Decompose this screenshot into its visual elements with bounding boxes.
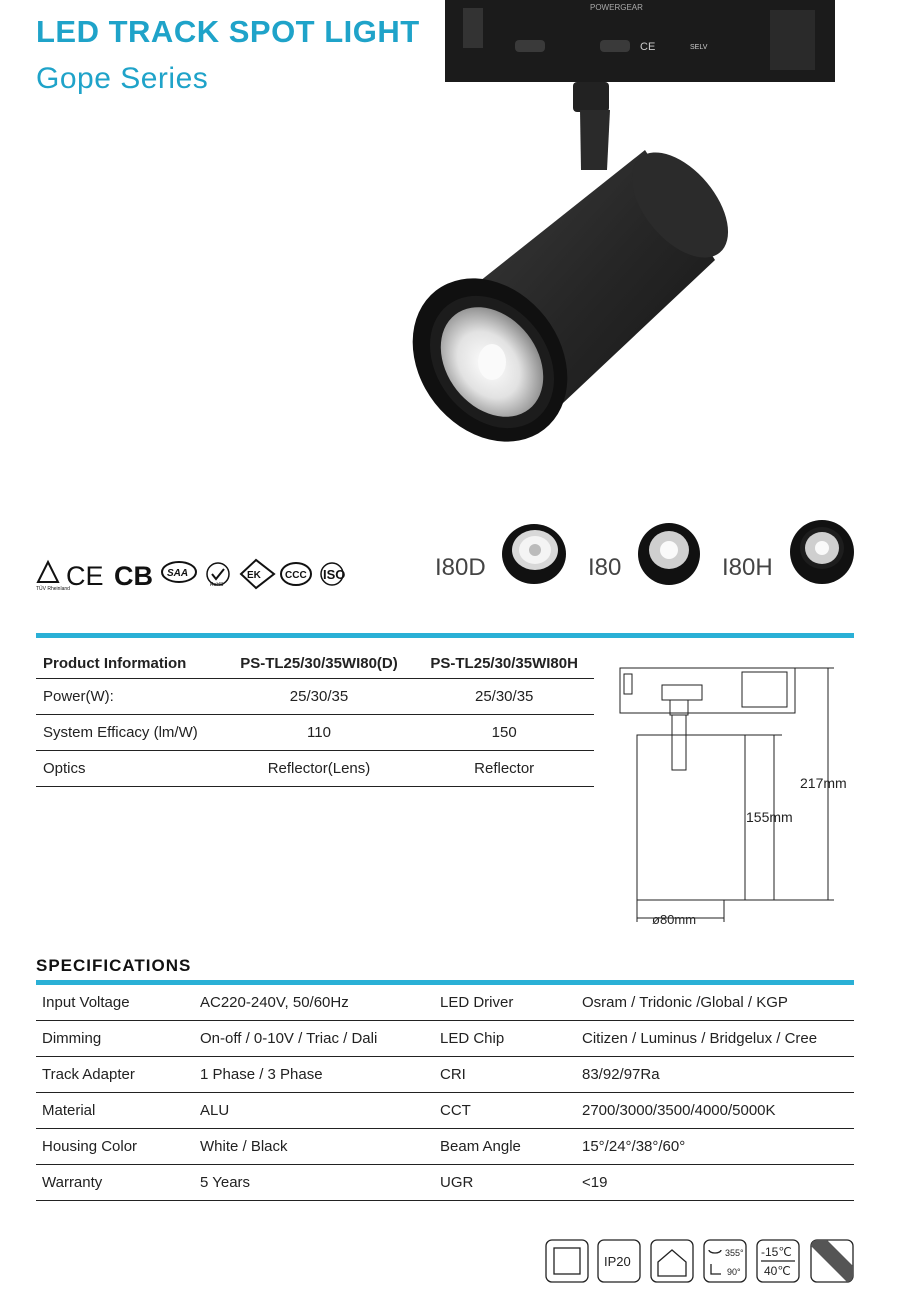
iso-logo: ISO (323, 567, 346, 582)
cell-value: Reflector (414, 751, 594, 787)
ccc-logo: CCC (285, 570, 307, 581)
table-row (36, 1129, 854, 1165)
spec-key: Input Voltage (36, 985, 194, 1021)
optic-label-i80d: I80D (435, 554, 486, 581)
page-title: LED TRACK SPOT LIGHT (36, 14, 420, 49)
product-info-table (36, 648, 594, 787)
cell-value: 25/30/35 (224, 679, 415, 715)
rotation-horizontal: 355° (725, 1248, 744, 1258)
product-info-header: Product Information (36, 648, 224, 679)
spec-value: Citizen / Luminus / Bridgelux / Cree (576, 1021, 854, 1057)
ip-rating: IP20 (604, 1254, 631, 1269)
cb-logo: CB (114, 561, 153, 591)
saa-logo: SAA (167, 568, 189, 579)
row-label: System Efficacy (lm/W) (36, 715, 224, 751)
spec-key: LED Chip (434, 1021, 576, 1057)
spec-value: ALU (194, 1093, 434, 1129)
anti-glare-label: Anti glare (815, 1274, 837, 1280)
specifications-table (36, 985, 854, 1201)
page-subtitle: Gope Series (36, 62, 209, 95)
spec-value: 15°/24°/38°/60° (576, 1129, 854, 1165)
model-a-header: PS-TL25/30/35WI80(D) (224, 648, 415, 679)
total-height-label: 217mm (800, 775, 847, 791)
ce-mark: CE (640, 41, 656, 53)
spec-key: Material (36, 1093, 194, 1129)
diameter-label: ø80mm (652, 912, 697, 927)
optic-i80d-image (500, 520, 568, 588)
dimension-drawing (612, 660, 862, 930)
table-row (36, 1021, 854, 1057)
ek-logo: EK (247, 570, 261, 581)
spec-value: 5 Years (194, 1165, 434, 1201)
table-row (36, 679, 594, 715)
adapter-label: POWERGEAR (590, 3, 643, 12)
cell-value: Reflector(Lens) (224, 751, 415, 787)
recessed-icon (546, 1240, 588, 1282)
table-row (36, 1165, 854, 1201)
table-row (36, 715, 594, 751)
table-row (36, 1057, 854, 1093)
rotation-vertical: 90° (727, 1267, 741, 1277)
spec-value: AC220-240V, 50/60Hz (194, 985, 434, 1021)
table-row (36, 985, 854, 1021)
model-b-header: PS-TL25/30/35WI80H (414, 648, 594, 679)
optic-i80-image (636, 520, 702, 588)
rohs-label: RoHS (210, 582, 224, 588)
spec-value: Osram / Tridonic /Global / KGP (576, 985, 854, 1021)
spec-value: White / Black (194, 1129, 434, 1165)
temperature-low: -15℃ (761, 1245, 792, 1259)
optic-label-i80: I80 (588, 554, 622, 581)
spec-value: <19 (576, 1165, 854, 1201)
spec-key: Beam Angle (434, 1129, 576, 1165)
spec-key: Housing Color (36, 1129, 194, 1165)
spec-value: 83/92/97Ra (576, 1057, 854, 1093)
ce-logo: CE (66, 561, 104, 591)
temperature-high: 40℃ (764, 1264, 791, 1278)
spec-key: CRI (434, 1057, 576, 1093)
spec-key: Dimming (36, 1021, 194, 1057)
cell-value: 150 (414, 715, 594, 751)
row-label: Optics (36, 751, 224, 787)
spec-key: Track Adapter (36, 1057, 194, 1093)
optic-label-i80h: I80H (722, 554, 773, 581)
spec-key: LED Driver (434, 985, 576, 1021)
cell-value: 25/30/35 (414, 679, 594, 715)
spec-value: On-off / 0-10V / Triac / Dali (194, 1021, 434, 1057)
spec-value: 1 Phase / 3 Phase (194, 1057, 434, 1093)
feature-icons (545, 1238, 857, 1284)
product-info-header-row (36, 648, 594, 679)
specifications-title: SPECIFICATIONS (36, 956, 192, 975)
table-row (36, 751, 594, 787)
certification-logos (36, 558, 366, 594)
spec-key: CCT (434, 1093, 576, 1129)
tuv-label: TÜV Rheinland (36, 586, 70, 592)
spec-key: Warranty (36, 1165, 194, 1201)
spec-value: 2700/3000/3500/4000/5000K (576, 1093, 854, 1129)
spec-key: UGR (434, 1165, 576, 1201)
cell-value: 110 (224, 715, 415, 751)
table-row (36, 1093, 854, 1129)
selv-mark: SELV (690, 44, 708, 51)
section-divider (36, 633, 854, 638)
optic-i80h-image (788, 516, 856, 586)
product-image (395, 0, 855, 465)
row-label: Power(W): (36, 679, 224, 715)
body-height-label: 155mm (746, 809, 793, 825)
